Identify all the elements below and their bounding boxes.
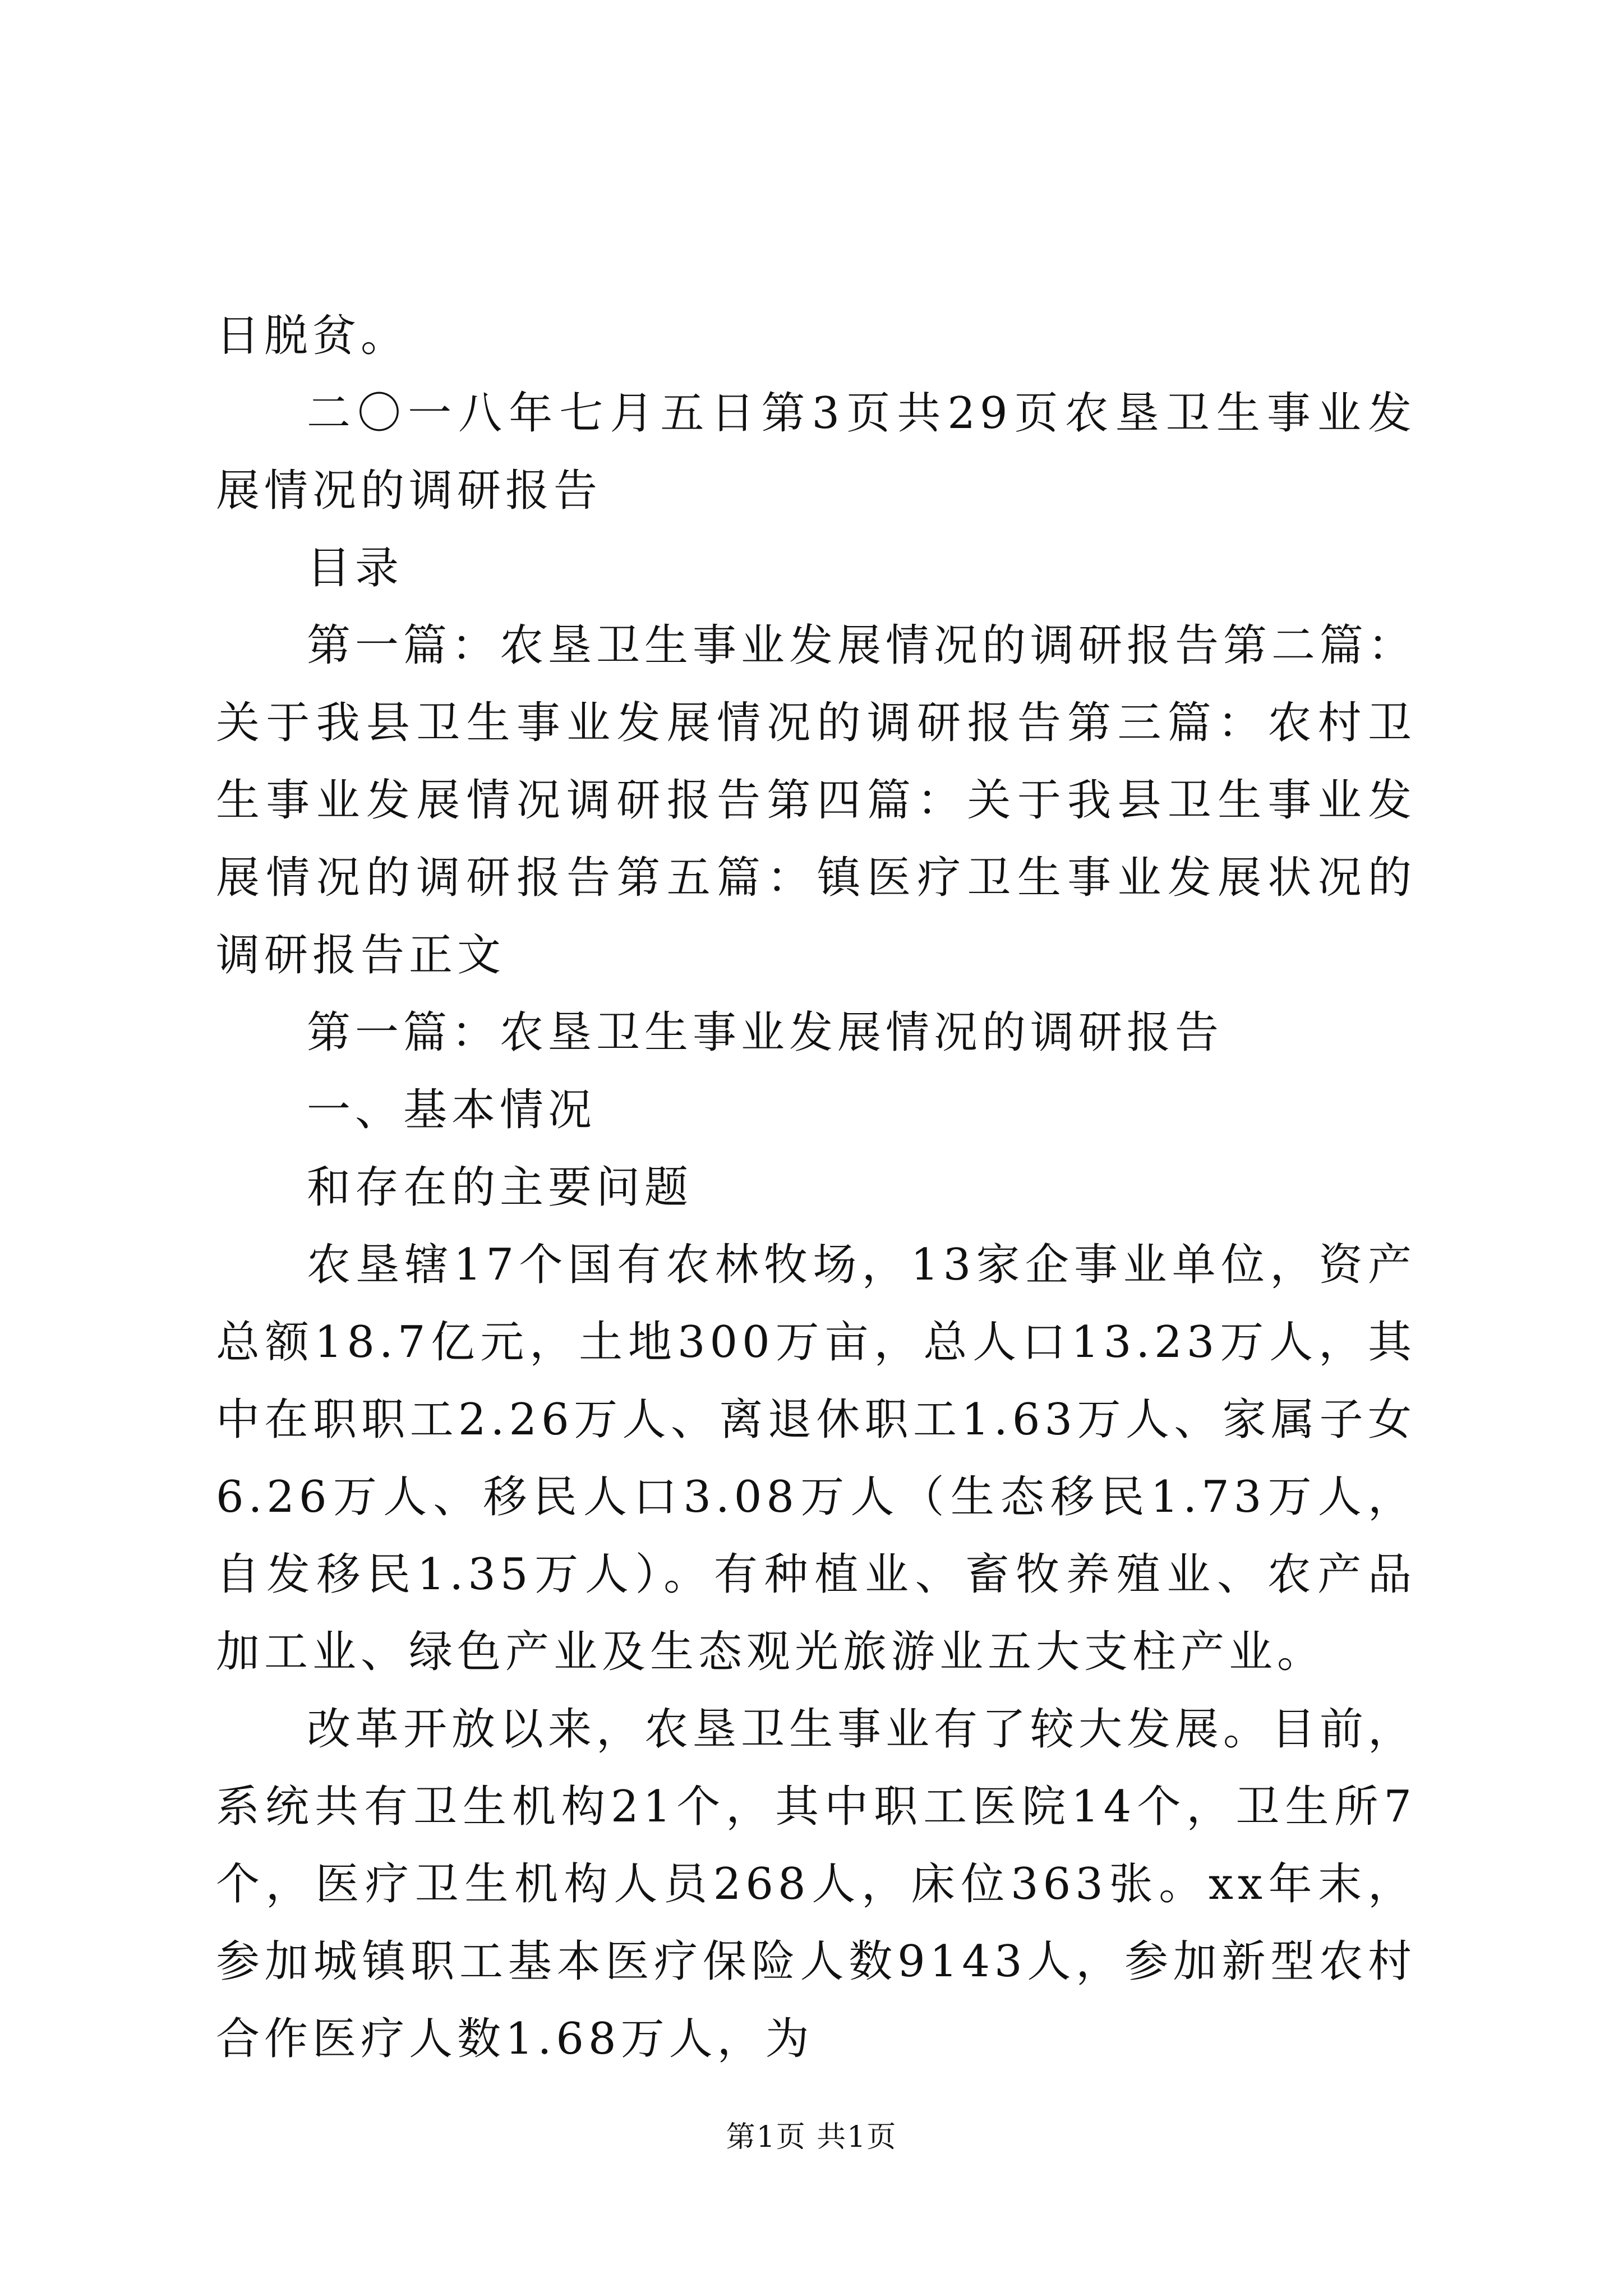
paragraph-continuation: 日脱贫。 [216, 311, 409, 361]
page-footer [0, 2118, 1623, 2157]
toc-heading: 目录 [307, 543, 404, 593]
paragraph-development: 改革开放以来，农垦卫生事业有了较大发展。目前，系统共有卫生机构21个，其中职工医院14个，卫生所7个，医疗卫生机构人员268人，床位363张。xx年末，参加城镇职工基本医疗保险人数9143人，参加新型农村合作医疗人数1.68万人，为 [216, 1704, 1417, 2064]
paragraph-date-title: 二〇一八年七月五日第3页共29页农垦卫生事业发展情况的调研报告 [216, 388, 1416, 516]
section-subheading-problems: 和存在的主要问题 [307, 1162, 693, 1213]
page-number-label: 第1页 共1页 [726, 2120, 897, 2154]
paragraph-overview: 农垦辖17个国有农林牧场，13家企事业单位，资产总额18.7亿元，土地300万亩，总人口13.23万人，其中在职职工2.26万人、离退休职工1.63万人、家属子女6.26万人、移民人口3.08万人（生态移民1.73万人，自发移民1.35万人）。有种植业、畜牧养殖业、农产品加工业、绿色产业及生态观光旅游业五大支柱产业。 [216, 1240, 1416, 1677]
toc-list: 第一篇：农垦卫生事业发展情况的调研报告第二篇：关于我县卫生事业发展情况的调研报告第三篇：农村卫生事业发展情况调研报告第四篇：关于我县卫生事业发展情况的调研报告第五篇：镇医疗卫生事业发展状况的调研报告正文 [216, 620, 1417, 981]
section-heading-basic: 一、基本情况 [307, 1085, 597, 1135]
document-body [216, 297, 1416, 2078]
section-title: 第一篇：农垦卫生事业发展情况的调研报告 [307, 1007, 1224, 1058]
